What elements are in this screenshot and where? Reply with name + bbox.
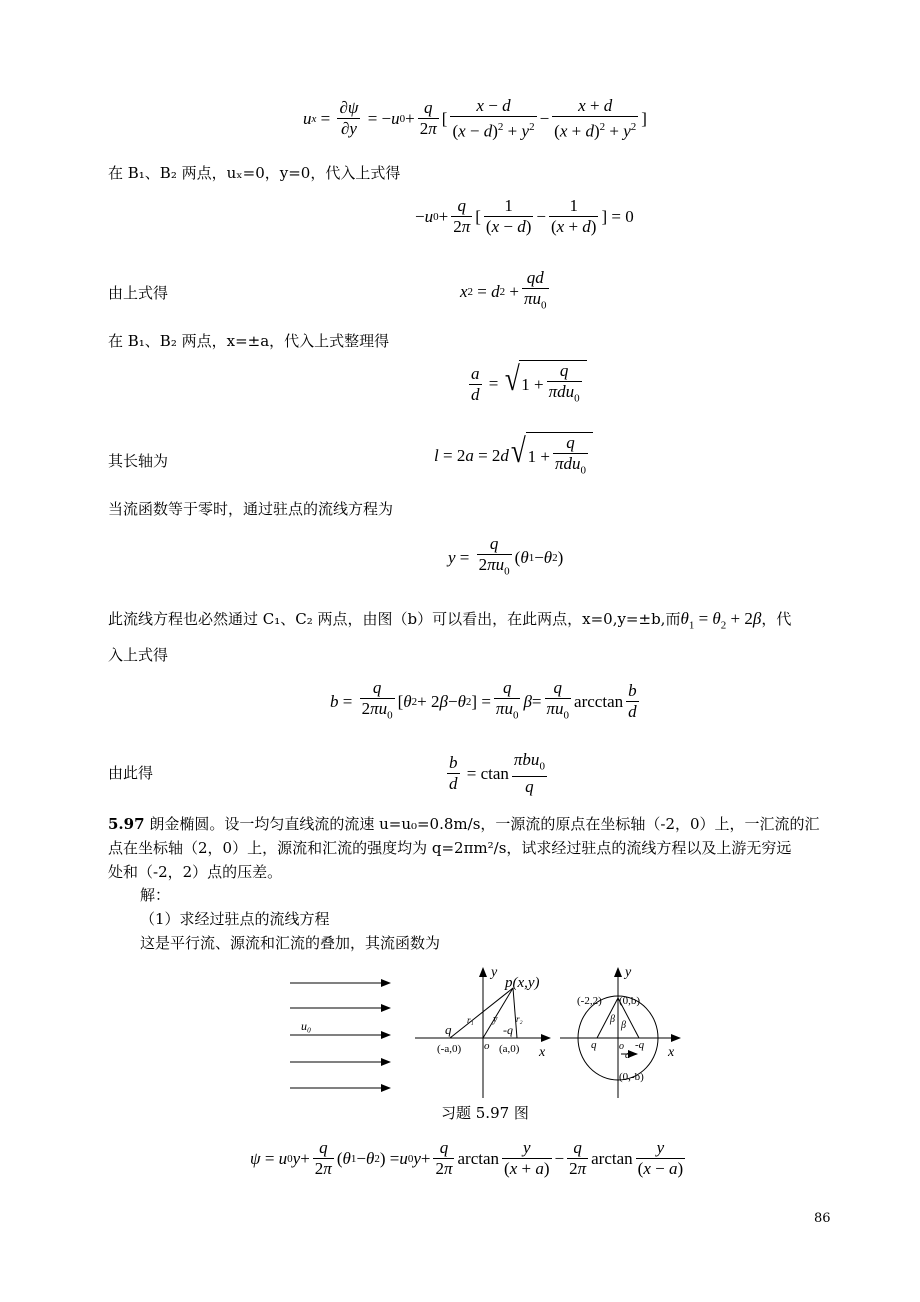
text-line5: 当流函数等于零时，通过驻点的流线方程为	[108, 500, 394, 518]
step1-heading: （1）求经过驻点的流线方程	[140, 910, 330, 928]
q-right-label: -q	[503, 1023, 513, 1037]
figure-5-97	[285, 958, 695, 1100]
text-line6	[108, 608, 791, 636]
text-line3: 在 B₁、B₂ 两点，x=±a，代入上式整理得	[108, 332, 390, 350]
equation-stagnation: − u 0 + $\frac{q}{2\pi}$ [ $\frac{1}{(x - d)}$ − $\frac{1}{(x + d)}$ ] = 0	[415, 196, 634, 236]
y-inner-label: y	[493, 1014, 498, 1025]
problem-5-97	[108, 812, 828, 884]
beta-left: β	[610, 1014, 615, 1025]
x-axis-label: x	[539, 1045, 546, 1060]
problem-text-b: 点在坐标轴（2，0）上，源流和汇流的强度均为 q=2πm²/s，试求经过驻点的流线方程以及上游无穷远	[108, 839, 792, 857]
r1-label: r₁	[467, 1015, 474, 1025]
point-0-b: (0,b)	[619, 995, 641, 1007]
problem-text-c: 处和（-2，2）点的压差。	[108, 863, 283, 881]
equation-x2: x 2 = d 2 + $\frac{qd}{\pi u_0}$	[460, 268, 552, 315]
step1-text: 这是平行流、源流和汇流的叠加，其流函数为	[140, 934, 441, 952]
q-left-label: q	[445, 1022, 452, 1037]
equation-b-over-d: $\frac{b}{d}$ = ctan $\frac{\pi bu_0}{q}$	[449, 750, 545, 797]
right-q-label: q	[591, 1039, 597, 1051]
u0-label: u₀	[301, 1019, 312, 1033]
left-point-label: (-a,0)	[437, 1043, 462, 1055]
p-label: p(x,y)	[505, 975, 540, 991]
equation-long-axis: l = 2 a = 2 d √ 1 + $\frac{q}{\pi du_0}$	[434, 432, 593, 480]
text-line6a: 此流线方程也必然通过 C₁、C₂ 两点，由图（b）可以看出，在此两点，x=0,y=±b,而	[108, 610, 681, 628]
theta-relation: $\theta_1 = \theta_2 + 2\beta$	[680, 609, 762, 632]
y-axis-label: y	[491, 965, 498, 980]
text-line1: 在 B₁、B₂ 两点，uₓ=0，y=0，代入上式得	[108, 164, 401, 182]
right-point-label: (a,0)	[499, 1043, 520, 1055]
text-line4: 其长轴为	[108, 452, 169, 470]
right-x-label: x	[668, 1045, 675, 1060]
point-0-neg-b: (0,-b)	[619, 1071, 644, 1083]
problem-number: 5.97	[108, 815, 145, 833]
equation-streamline: y = $\frac{q}{2\pi u_0}$ ( θ 1 − θ 2 )	[448, 534, 563, 581]
text-line2: 由上式得	[108, 284, 169, 302]
solution-label: 解：	[140, 886, 171, 904]
equation-psi: ψ = u 0 y + $\frac{q}{2\pi}$ ( θ 1 − θ 2 ) = u 0 y + $\frac{q}{2\pi}$ arctan $\frac{y}{(x + a)}$ − $\frac{q}{2\pi}$ arctan $\frac{y}{(x - a)}$	[250, 1138, 684, 1178]
equation-ux: u x = $\frac{\partial\psi}{\partial y}$ = − u 0 + $\frac{q}{2\pi}$ [ $\frac{x - d}{(x - d)^2 + y^2}$ − $\frac{x + d}{(x + d)^2 + y^2}$ ]	[303, 96, 647, 141]
text-line6b: ，代	[761, 610, 792, 628]
right-negq-label: -q	[635, 1039, 645, 1051]
r2-label: r₂	[516, 1014, 523, 1024]
text-line7: 入上式得	[108, 646, 169, 664]
text-line8: 由此得	[108, 764, 154, 782]
uniform-flow-arrows	[290, 983, 390, 1088]
page-number: 86	[814, 1211, 831, 1226]
point-neg2-2: (-2,2)	[577, 995, 602, 1007]
a-label: a	[625, 1050, 630, 1061]
beta-right: β	[621, 1020, 626, 1031]
origin-label: o	[484, 1040, 490, 1052]
right-y-label: y	[625, 965, 632, 980]
equation-a-over-d: $\frac{a}{d}$ = √ 1 + $\frac{q}{\pi du_0}$	[466, 360, 587, 408]
problem-text-a: 朗金椭圆。设一均匀直线流的流速 u=u₀=0.8m/s，一源流的原点在坐标轴（-2，0）上，一汇流的汇	[144, 815, 820, 833]
figure-caption: 习题 5.97 图	[441, 1104, 529, 1122]
equation-b: b = $\frac{q}{2\pi u_0}$ [ θ 2 + 2 β − θ 2 ] = $\frac{q}{\pi u_0}$ β = $\frac{q}{\pi u_0}$ arcctan $\frac{b}{d}$	[330, 678, 642, 725]
right-origin-label: o	[619, 1041, 624, 1052]
